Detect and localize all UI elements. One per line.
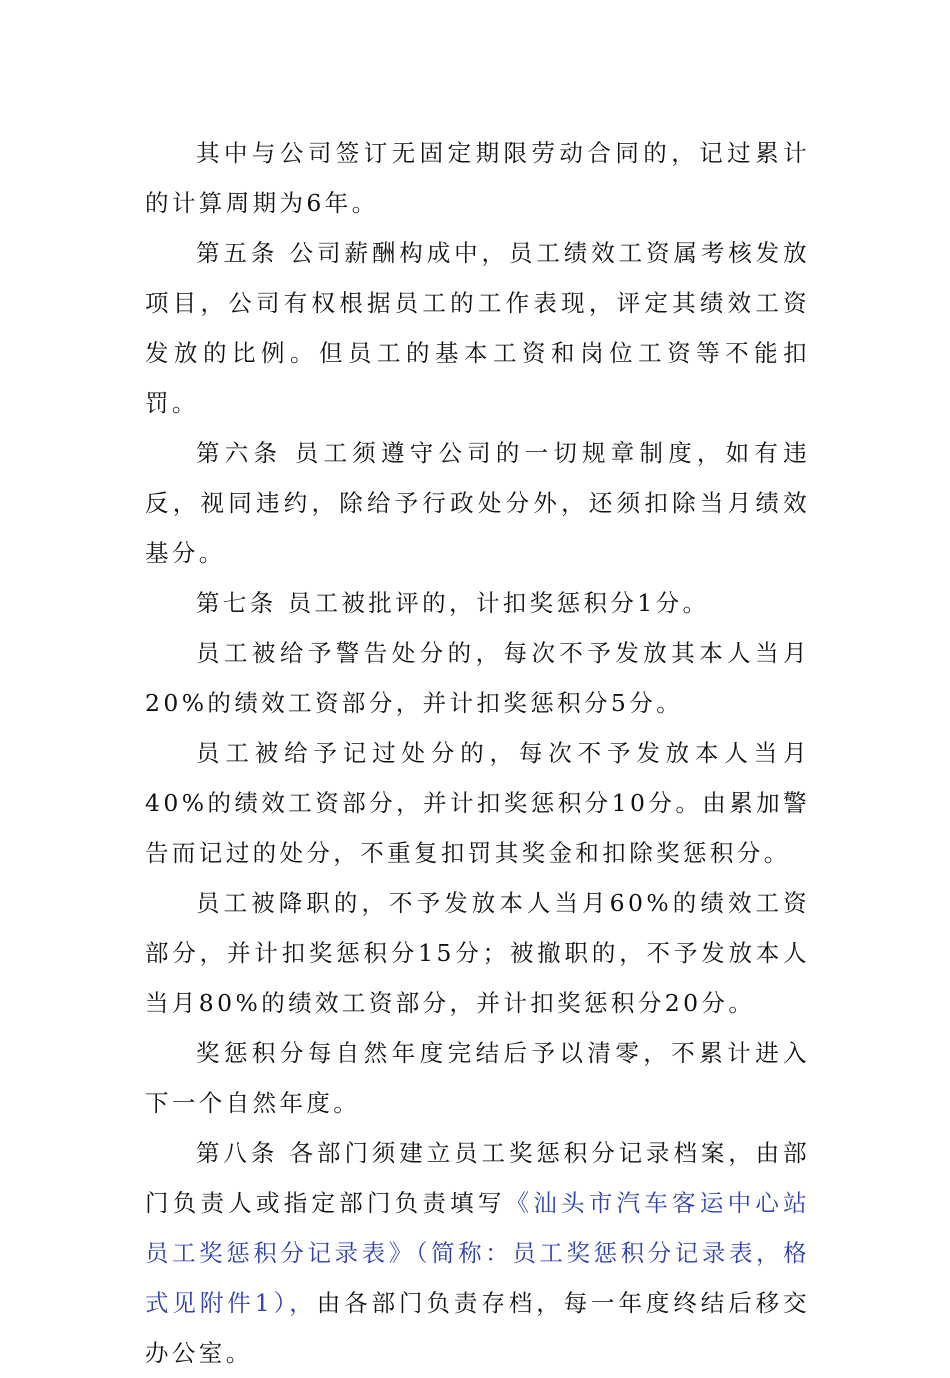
paragraph-article-7: 第七条 员工被批评的，计扣奖惩积分1分。: [196, 589, 710, 617]
paragraph-demerit: 员工被给予记过处分的，每次不予发放本人当月40%的绩效工资部分，并计扣奖惩积分10分。由累加警告而记过的处分，不重复扣罚其奖金和扣除奖惩积分。: [145, 739, 810, 867]
document-body: [145, 128, 810, 1378]
paragraph-1: 其中与公司签订无固定期限劳动合同的，记过累计的计算周期为6年。: [145, 139, 810, 217]
paragraph-article-5: 第五条 公司薪酬构成中，员工绩效工资属考核发放项目，公司有权根据员工的工作表现，评定其绩效工资发放的比例。但员工的基本工资和岗位工资等不能扣罚。: [145, 239, 810, 417]
paragraph-warning: 员工被给予警告处分的，每次不予发放其本人当月20%的绩效工资部分，并计扣奖惩积分5分。: [145, 639, 810, 717]
paragraph-demotion: 员工被降职的，不予发放本人当月60%的绩效工资部分，并计扣奖惩积分15分；被撤职的，不予发放本人当月80%的绩效工资部分，并计扣奖惩积分20分。: [145, 889, 810, 1017]
article-8-text-before: 第八条 各部门须建立员工奖惩积分记录档案，由部门负责人或指定部门负责填写: [145, 1139, 810, 1217]
record-form-link[interactable]: 《汕头市汽车客运中心站员工奖惩积分记录表》（简称：员工奖惩积分记录表，格式见附件1），: [145, 1189, 811, 1317]
paragraph-reset: 奖惩积分每自然年度完结后予以清零，不累计进入下一个自然年度。: [145, 1039, 810, 1117]
paragraph-article-8: [145, 1128, 810, 1378]
article-8-text-after: 由各部门负责存档，每一年度终结后移交办公室。: [145, 1289, 810, 1367]
paragraph-article-6: 第六条 员工须遵守公司的一切规章制度，如有违反，视同违约，除给予行政处分外，还须扣除当月绩效基分。: [145, 439, 810, 567]
